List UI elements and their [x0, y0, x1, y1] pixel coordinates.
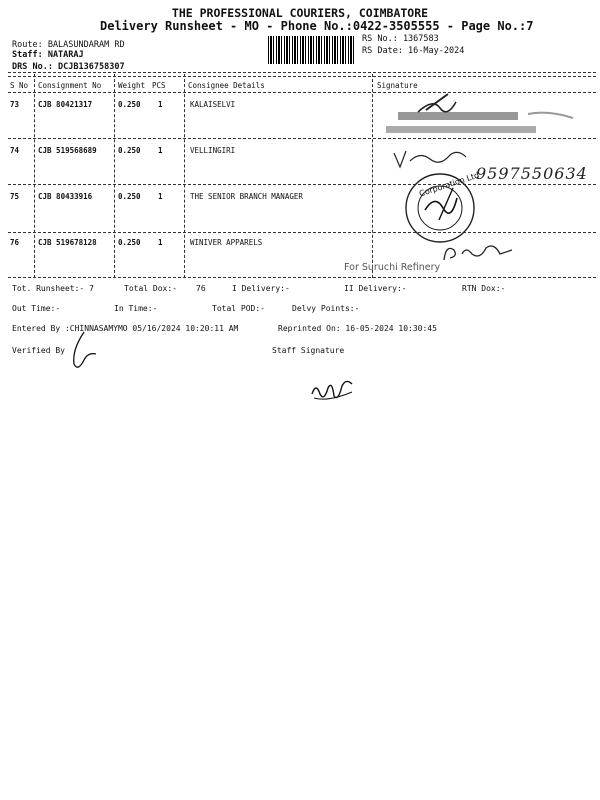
table-row-sno: 76: [10, 238, 20, 247]
col-header-sno: S No: [10, 81, 29, 90]
table-row-sno: 73: [10, 100, 20, 109]
drs-number: DRS No.: DCJB136758307: [12, 62, 125, 72]
rs-number: RS No.: 1367583: [362, 34, 439, 44]
column-divider: [184, 74, 185, 278]
barcode-image: [268, 36, 354, 64]
col-header-weight: Weight: [118, 81, 146, 90]
table-row-consignee: KALAISELVI: [190, 100, 236, 109]
table-row-weight: 0.250: [118, 192, 141, 201]
i-delivery: I Delivery:-: [232, 284, 290, 293]
rtn-dox: RTN Dox:-: [462, 284, 506, 293]
runsheet-title: Delivery Runsheet - MO - Phone No.:0422-3505555 - Page No.:7: [100, 19, 534, 33]
tot-runsheet: Tot. Runsheet:- 7: [12, 284, 94, 293]
table-row-pcs: 1: [158, 238, 163, 247]
table-row-consignee: THE SENIOR BRANCH MANAGER: [190, 192, 303, 201]
row-divider: [8, 184, 596, 185]
col-header-consignment: Consignment No: [38, 81, 102, 90]
reprinted-on: Reprinted On: 16-05-2024 10:30:45: [278, 324, 437, 333]
column-divider: [114, 74, 115, 278]
company-title: THE PROFESSIONAL COURIERS, COIMBATORE: [171, 6, 429, 20]
row76-signature: [440, 240, 520, 266]
in-time: In Time:-: [114, 304, 158, 313]
table-row-sno: 75: [10, 192, 20, 201]
row75-seal-text: Corporation Ltd: [418, 170, 481, 199]
table-bottom-border: [8, 277, 596, 278]
table-row-consignee: WINIVER APPARELS: [190, 238, 263, 247]
total-dox-label: Total Dox:-: [124, 284, 177, 293]
total-pod: Total POD:-: [212, 304, 265, 313]
col-header-pcs: PCS: [152, 81, 166, 90]
ii-delivery: II Delivery:-: [344, 284, 407, 293]
table-row-sno: 74: [10, 146, 20, 155]
table-row-weight: 0.250: [118, 146, 141, 155]
table-row-pcs: 1: [158, 146, 163, 155]
table-top-border: [8, 72, 596, 73]
table-row-consignee: VELLINGIRI: [190, 146, 236, 155]
row73-signature-stamp: [378, 90, 588, 140]
col-header-consignee: Consignee Details: [188, 81, 265, 90]
table-row-consignment: CJB 519568689: [38, 146, 97, 155]
table-row-weight: 0.250: [118, 100, 141, 109]
row76-company-stamp: For Suruchi Refinery: [344, 262, 441, 273]
rs-date: RS Date: 16-May-2024: [362, 46, 465, 56]
verified-by-label: Verified By: [12, 346, 65, 355]
route-label: Route: BALASUNDARAM RD: [12, 40, 125, 50]
col-header-signature: Signature: [377, 81, 418, 90]
staff-signature-label: Staff Signature: [272, 346, 345, 355]
table-row-pcs: 1: [158, 192, 163, 201]
table-row-weight: 0.250: [118, 238, 141, 247]
entered-by: Entered By :CHINNASAMYMO 05/16/2024 10:20:11 AM: [12, 324, 239, 333]
table-row-consignment: CJB 80433916: [38, 192, 93, 201]
column-divider: [372, 74, 373, 278]
table-row-consignment: CJB 80421317: [38, 100, 93, 109]
row-divider: [8, 232, 596, 233]
verified-by-signature: [62, 330, 102, 374]
table-row-consignment: CJB 519678128: [38, 238, 97, 247]
table-top-border-2: [8, 76, 596, 77]
column-divider: [34, 74, 35, 278]
staff-signature-scribble: [308, 372, 358, 408]
total-dox-value: 76: [196, 284, 206, 293]
out-time: Out Time:-: [12, 304, 61, 313]
table-row-pcs: 1: [158, 100, 163, 109]
staff-label: Staff: NATARAJ: [12, 50, 84, 60]
row74-handwritten-phone: 9597550634: [476, 164, 588, 183]
delvy-points: Delvy Points:-: [292, 304, 360, 313]
